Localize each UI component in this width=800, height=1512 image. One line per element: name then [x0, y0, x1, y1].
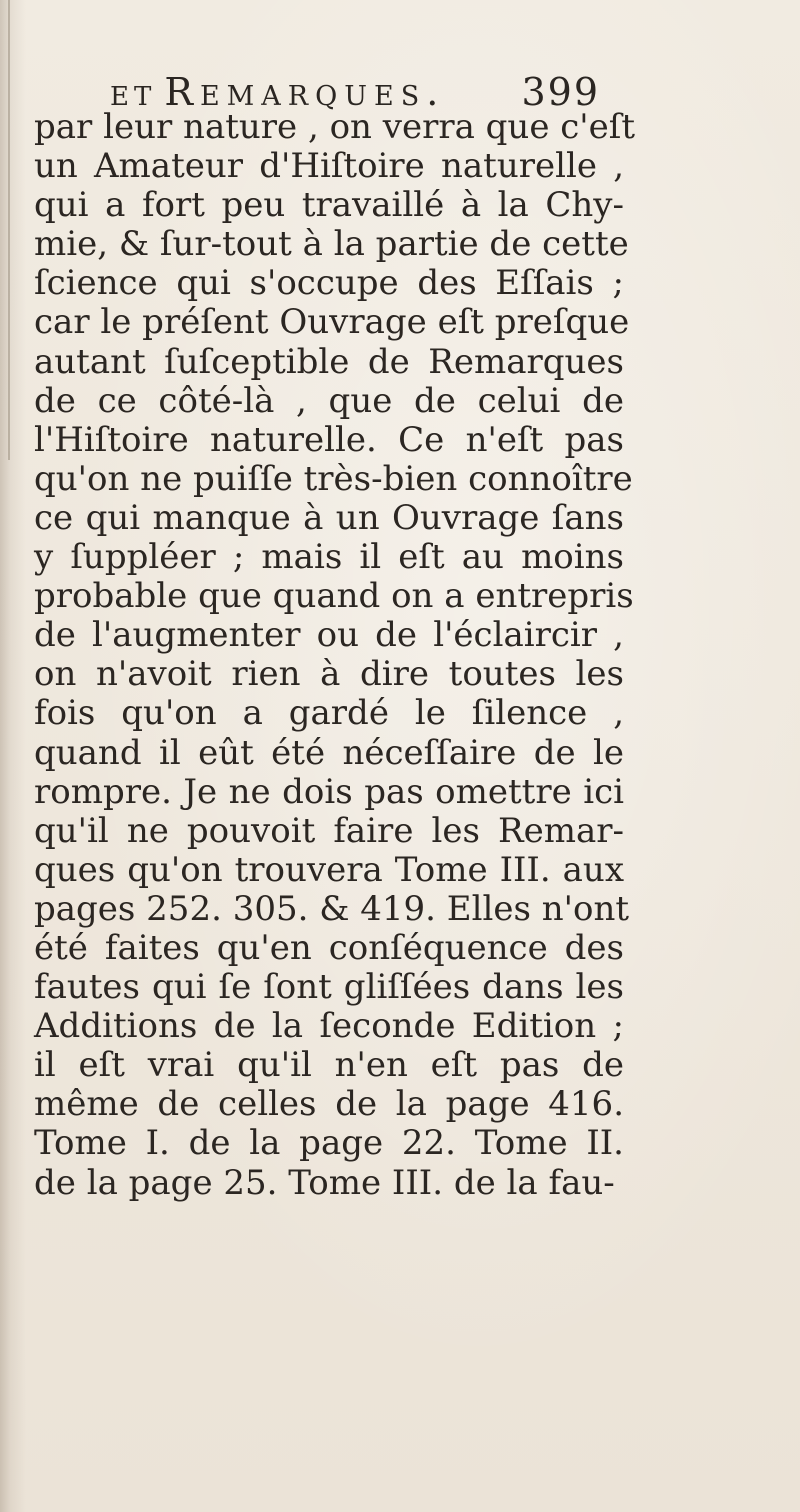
text-line: par leur nature , on verra que c'eſt: [34, 107, 636, 147]
body-text: [34, 107, 636, 1203]
text-line: de la page 25. Tome III. de la fau-: [34, 1162, 615, 1203]
text-line: fois qu'on a gardé le ſilence ,: [34, 693, 624, 734]
text-line: quand il eût été néceſſaire de le: [34, 732, 624, 773]
text-line: Additions de la ſeconde Edition ;: [34, 1006, 624, 1047]
text-line: fautes qui ſe ſont gliſſées dans les: [34, 967, 624, 1008]
gutter-shadow: [0, 0, 26, 1512]
text-line: été faites qu'en conſéquence des: [34, 927, 624, 968]
running-title-lead: ET: [110, 82, 157, 112]
text-line: l'Hiſtoire naturelle. Ce n'eſt pas: [34, 419, 624, 460]
text-line: rompre. Je ne dois pas omettre ici: [34, 771, 624, 812]
text-line: qu'on ne puiſſe très-bien connoître: [34, 458, 633, 499]
text-line: y ſuppléer ; mais il eſt au moins: [34, 537, 624, 578]
text-line: on n'avoit rien à dire toutes les: [34, 654, 624, 695]
text-line: de l'augmenter ou de l'éclaircir ,: [34, 615, 624, 656]
text-line: mie, & ſur-tout à la partie de cette: [34, 224, 629, 265]
binding-edge: [8, 0, 10, 460]
text-line: pages 252. 305. & 419. Elles n'ont: [34, 888, 629, 929]
running-title-main: Remarques.: [164, 70, 446, 114]
text-line: il eſt vrai qu'il n'en eſt pas de: [34, 1045, 624, 1086]
text-line: ce qui manque à un Ouvrage ſans: [34, 497, 624, 538]
text-line: ſcience qui s'occupe des Eſſais ;: [34, 263, 624, 304]
text-line: qui a fort peu travaillé à la Chy-: [34, 185, 624, 226]
text-line: probable que quand on a entrepris: [34, 576, 634, 617]
text-line: Tome I. de la page 22. Tome II.: [34, 1123, 624, 1164]
text-line: ques qu'on trouvera Tome III. aux: [34, 849, 624, 890]
text-line: qu'il ne pouvoit faire les Remar-: [34, 810, 624, 851]
text-line: même de celles de la page 416.: [34, 1084, 624, 1125]
page-number: 399: [521, 70, 600, 114]
text-line: de ce côté-là , que de celui de: [34, 380, 624, 421]
text-line: autant ſuſceptible de Remarques: [34, 341, 624, 382]
text-line: un Amateur d'Hiſtoire naturelle ,: [34, 146, 624, 187]
text-line: car le préſent Ouvrage eſt preſque: [34, 302, 630, 343]
